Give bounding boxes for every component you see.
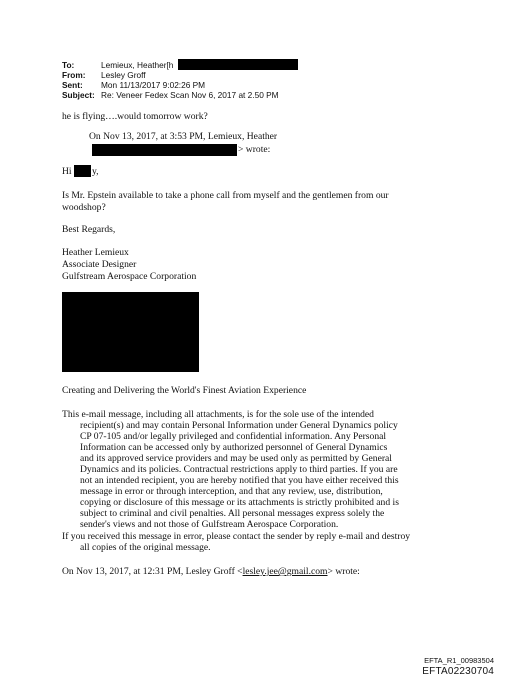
from-value: Lesley Groff <box>101 70 146 80</box>
quoted-intro: On Nov 13, 2017, at 3:53 PM, Lemieux, Heather <box>89 131 278 142</box>
disclaimer-line: CP 07-105 and/or legally privileged and confidential information. Any Personal <box>80 431 387 442</box>
to-value: Lemieux, Heather[h <box>101 60 174 70</box>
sent-value: Mon 11/13/2017 9:02:26 PM <box>101 80 206 90</box>
redaction-box <box>74 165 91 177</box>
error-notice-line: all copies of the original message. <box>80 542 211 553</box>
greeting-suffix: y, <box>92 166 99 177</box>
to-label: To: <box>62 60 75 70</box>
question-line: Is Mr. Epstein available to take a phone call from myself and the gentlemen from our <box>62 190 389 201</box>
disclaimer-line: sender's views and not those of Gulfstream Aerospace Corporation. <box>80 519 339 530</box>
redaction-box <box>178 59 298 70</box>
quoted-intro-2 <box>62 566 360 578</box>
quoted-wrote: > wrote: <box>238 144 271 155</box>
disclaimer-line: copying or disclosure of this message or its attachments is strictly prohibited and is <box>80 497 399 508</box>
signature-title: Associate Designer <box>62 259 137 270</box>
subject-value: Re: Veneer Fedex Scan Nov 6, 2017 at 2.50 PM <box>101 90 279 100</box>
disclaimer-line: and its approved service providers and may be used only as permitted by General <box>80 453 392 464</box>
quoted-intro-2-suffix: > wrote: <box>327 566 360 577</box>
sent-label: Sent: <box>62 80 83 90</box>
redaction-box <box>62 292 199 372</box>
document-id-small: EFTA_R1_00983504 <box>424 656 494 665</box>
error-notice-line: If you received this message in error, please contact the sender by reply e-mail and destroy <box>62 531 411 542</box>
disclaimer-line: recipient(s) and may contain Personal Information under General Dynamics policy <box>80 420 398 431</box>
redaction-box <box>92 144 237 156</box>
question-line: woodshop? <box>62 202 106 213</box>
email-link[interactable]: lesley.jee@gmail.com <box>242 566 328 577</box>
closing: Best Regards, <box>62 224 116 235</box>
reply-text: he is flying….would tomorrow work? <box>62 111 208 122</box>
disclaimer-line: message in error or through interception, and that any review, use, distribution, <box>80 486 383 497</box>
greeting-prefix: Hi <box>62 166 72 177</box>
disclaimer-line: subject to criminal and civil penalties. All personal messages express solely the <box>80 508 385 519</box>
disclaimer-line: Information can be accessed only by authorized personnel of General Dynamics <box>80 442 388 453</box>
disclaimer-line: not an intended recipient, you are hereby notified that you have either received this <box>80 475 399 486</box>
signature-name: Heather Lemieux <box>62 247 129 258</box>
from-label: From: <box>62 70 86 80</box>
quoted-intro-2-text: On Nov 13, 2017, at 12:31 PM, Lesley Groff < <box>62 566 243 577</box>
disclaimer-line: This e-mail message, including all attachments, is for the sole use of the intended <box>62 409 374 420</box>
subject-label: Subject: <box>62 90 95 100</box>
signature-company: Gulfstream Aerospace Corporation <box>62 271 197 282</box>
document-id-large: EFTA02230704 <box>422 666 494 677</box>
disclaimer-line: Dynamics and its policies. Contractual restrictions apply to third parties. If you are <box>80 464 398 475</box>
tagline: Creating and Delivering the World's Finest Aviation Experience <box>62 385 307 396</box>
